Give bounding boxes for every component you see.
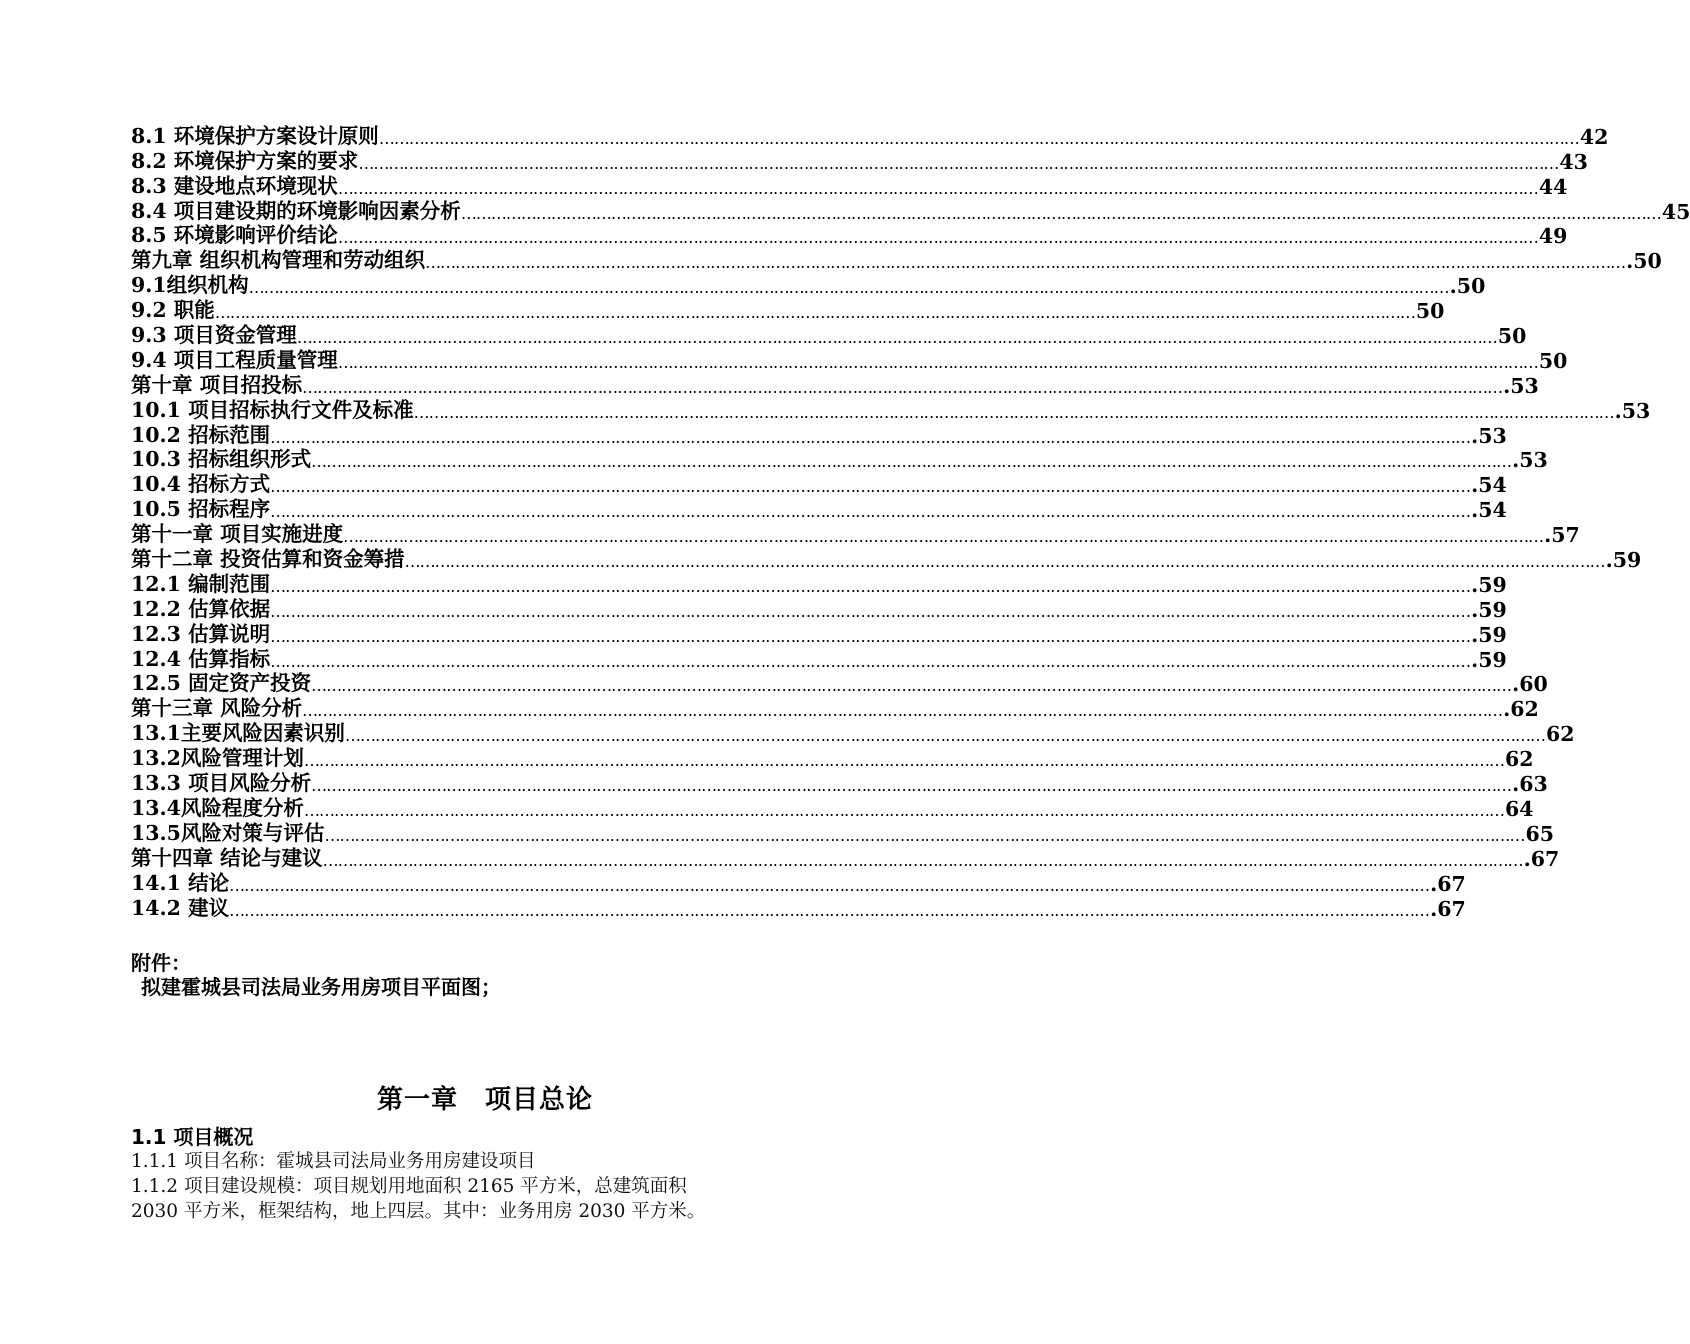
toc-entry-title: 13.3 项目风险分析 (131, 771, 312, 796)
toc-dot-leader: …………………………………………………………………………………………………………………………………………………………………………………………………………………… (311, 776, 1512, 796)
toc-dot-leader: …………………………………………………………………………………………………………………………………………………………………………………………………………………… (248, 278, 1449, 298)
toc-entry-page-number: .60 (1512, 672, 1548, 697)
toc-entry-title: 第十章 项目招投标 (131, 372, 303, 397)
toc-entry-page-number: .53 (1614, 398, 1651, 423)
toc-entry[interactable] (131, 895, 1466, 921)
toc-dot-leader: …………………………………………………………………………………………………………………………………………………………………………………………………………………… (337, 352, 1538, 372)
body-text-line: 1.1.1 项目名称：霍城县司法局业务用房建设项目 (131, 1151, 536, 1172)
toc-entry-title: 13.4风险程度分析 (131, 795, 304, 820)
toc-entry-title: 第十二章 投资估算和资金筹措 (131, 547, 405, 572)
toc-dot-leader: …………………………………………………………………………………………………………………………………………………………………………………………………………………… (303, 800, 1504, 820)
toc-entry-title: 13.2风险管理计划 (131, 746, 304, 771)
toc-entry-title: 9.2 职能 (131, 298, 215, 323)
toc-dot-leader: …………………………………………………………………………………………………………………………………………………………………………………………………………………… (229, 900, 1430, 920)
toc-entry-title: 第十一章 项目实施进度 (131, 522, 344, 547)
toc-entry[interactable] (131, 845, 1560, 871)
toc-dot-leader: …………………………………………………………………………………………………………………………………………………………………………………………………………………… (344, 726, 1545, 746)
toc-entry-title: 14.2 建议 (131, 895, 230, 920)
toc-entry-page-number: .67 (1430, 871, 1466, 896)
attachment-item: 拟建霍城县司法局业务用房项目平面图； (141, 975, 501, 999)
toc-entry-title: 12.3 估算说明 (131, 621, 271, 646)
toc-entry-title: 8.3 建设地点环境现状 (131, 173, 338, 198)
toc-entry-title: 13.5风险对策与评估 (131, 820, 325, 845)
toc-dot-leader: …………………………………………………………………………………………………………………………………………………………………………………………………………………… (404, 552, 1605, 572)
toc-entry-title: 8.2 环境保护方案的要求 (131, 148, 359, 173)
toc-entry-title: 8.5 环境影响评价结论 (131, 223, 338, 248)
toc-entry-page-number: .67 (1430, 896, 1466, 921)
toc-entry-title: 13.1主要风险因素识别 (131, 721, 345, 746)
toc-entry-page-number: .59 (1605, 548, 1642, 573)
toc-entry-page-number: .59 (1471, 647, 1507, 672)
toc-entry-title: 第十四章 结论与建议 (131, 845, 323, 870)
toc-dot-leader: …………………………………………………………………………………………………………………………………………………………………………………………………………………… (229, 875, 1430, 895)
toc-entry-page-number: .59 (1471, 572, 1507, 597)
toc-dot-leader: …………………………………………………………………………………………………………………………………………………………………………………………………………………… (311, 676, 1512, 696)
toc-entry-page-number: .50 (1626, 249, 1662, 274)
toc-entry-page-number: 42 (1579, 124, 1609, 149)
toc-entry-page-number: 50 (1415, 299, 1445, 324)
toc-entry-page-number: .54 (1471, 498, 1507, 523)
toc-entry-page-number: .53 (1471, 423, 1507, 448)
toc-entry-title: 12.1 编制范围 (131, 571, 271, 596)
chapter-title: 第一章 项目总论 (376, 1085, 593, 1115)
toc-dot-leader: …………………………………………………………………………………………………………………………………………………………………………………………………………………… (270, 626, 1471, 646)
toc-dot-leader: …………………………………………………………………………………………………………………………………………………………………………………………………………………… (270, 601, 1471, 621)
toc-entry-page-number: .54 (1471, 473, 1507, 498)
toc-dot-leader: …………………………………………………………………………………………………………………………………………………………………………………………………………………… (460, 203, 1661, 223)
toc-entry-title: 第九章 组织机构管理和劳动组织 (131, 248, 426, 273)
toc-entry-page-number: 49 (1538, 224, 1568, 249)
toc-entry-page-number: .67 (1523, 846, 1560, 871)
toc-entry-page-number: .63 (1512, 772, 1548, 797)
toc-entry-title: 10.4 招标方式 (131, 472, 271, 497)
toc-dot-leader: …………………………………………………………………………………………………………………………………………………………………………………………………………………… (296, 328, 1497, 348)
toc-entry-page-number: 43 (1559, 149, 1588, 174)
toc-dot-leader: …………………………………………………………………………………………………………………………………………………………………………………………………………………… (311, 452, 1512, 472)
toc-entry-page-number: 64 (1504, 796, 1534, 821)
toc-dot-leader: …………………………………………………………………………………………………………………………………………………………………………………………………………………… (303, 751, 1504, 771)
toc-entry-page-number: 62 (1504, 747, 1534, 772)
toc-entry-page-number: 65 (1525, 821, 1554, 846)
toc-entry-page-number: .59 (1471, 622, 1507, 647)
toc-entry-page-number: .62 (1503, 697, 1539, 722)
toc-entry-title: 8.4 项目建设期的环境影响因素分析 (131, 198, 461, 223)
body-text-line: 1.1.2 项目建设规模：项目规划用地面积 2165 平方米，总建筑面积 (131, 1176, 687, 1197)
toc-entry[interactable] (131, 870, 1466, 896)
toc-dot-leader: …………………………………………………………………………………………………………………………………………………………………………………………………………………… (214, 303, 1415, 323)
toc-entry-title: 14.1 结论 (131, 870, 230, 895)
toc-dot-leader: …………………………………………………………………………………………………………………………………………………………………………………………………………………… (270, 576, 1471, 596)
toc-entry-title: 8.1 环境保护方案设计原则 (131, 123, 379, 148)
toc-entry-title: 9.4 项目工程质量管理 (131, 347, 338, 372)
toc-dot-leader: …………………………………………………………………………………………………………………………………………………………………………………………………………………… (270, 502, 1471, 522)
toc-entry-title: 10.1 项目招标执行文件及标准 (131, 397, 414, 422)
toc-entry-page-number: 50 (1538, 348, 1568, 373)
toc-entry-page-number: .53 (1512, 448, 1548, 473)
toc-dot-leader: …………………………………………………………………………………………………………………………………………………………………………………………………………………… (270, 427, 1471, 447)
toc-dot-leader: …………………………………………………………………………………………………………………………………………………………………………………………………………………… (343, 527, 1544, 547)
toc-entry-page-number: 45 (1661, 199, 1690, 224)
toc-entry-title: 12.4 估算指标 (131, 646, 271, 671)
toc-entry-page-number: .57 (1544, 523, 1580, 548)
toc-entry-title: 10.2 招标范围 (131, 422, 271, 447)
toc-entry-title: 第十三章 风险分析 (131, 696, 303, 721)
toc-dot-leader: …………………………………………………………………………………………………………………………………………………………………………………………………………………… (358, 153, 1559, 173)
toc-entry-page-number: 50 (1497, 324, 1527, 349)
toc-entry-title: 12.2 估算依据 (131, 596, 271, 621)
toc-dot-leader: …………………………………………………………………………………………………………………………………………………………………………………………………………………… (270, 477, 1471, 497)
section-title: 1.1 项目概况 (131, 1125, 254, 1149)
toc-entry-title: 10.3 招标组织形式 (131, 447, 312, 472)
toc-entry-title: 10.5 招标程序 (131, 497, 271, 522)
toc-dot-leader: …………………………………………………………………………………………………………………………………………………………………………………………………………………… (413, 402, 1614, 422)
toc-entry-page-number: 44 (1538, 174, 1568, 199)
toc-entry-page-number: 62 (1545, 722, 1575, 747)
toc-dot-leader: …………………………………………………………………………………………………………………………………………………………………………………………………………………… (302, 377, 1503, 397)
toc-entry-title: 9.1组织机构 (131, 273, 249, 298)
toc-entry-page-number: .50 (1449, 274, 1486, 299)
toc-dot-leader: …………………………………………………………………………………………………………………………………………………………………………………………………………………… (302, 701, 1503, 721)
toc-dot-leader: …………………………………………………………………………………………………………………………………………………………………………………………………………………… (270, 651, 1471, 671)
toc-dot-leader: …………………………………………………………………………………………………………………………………………………………………………………………………………………… (324, 825, 1525, 845)
body-text-line: 2030 平方米，框架结构，地上四层。其中：业务用房 2030 平方米。 (131, 1201, 706, 1222)
toc-entry-title: 12.5 固定资产投资 (131, 671, 312, 696)
toc-dot-leader: …………………………………………………………………………………………………………………………………………………………………………………………………………………… (337, 178, 1538, 198)
attachments-label: 附件： (131, 951, 191, 975)
toc-dot-leader: …………………………………………………………………………………………………………………………………………………………………………………………………………………… (425, 253, 1626, 273)
table-of-contents (131, 123, 1690, 921)
toc-entry-page-number: .53 (1503, 373, 1539, 398)
toc-entry-page-number: .59 (1471, 597, 1507, 622)
toc-dot-leader: …………………………………………………………………………………………………………………………………………………………………………………………………………………… (378, 128, 1579, 148)
toc-entry[interactable] (131, 273, 1486, 299)
toc-entry-title: 9.3 项目资金管理 (131, 323, 297, 348)
toc-dot-leader: …………………………………………………………………………………………………………………………………………………………………………………………………………………… (337, 228, 1538, 248)
toc-dot-leader: …………………………………………………………………………………………………………………………………………………………………………………………………………………… (322, 850, 1523, 870)
